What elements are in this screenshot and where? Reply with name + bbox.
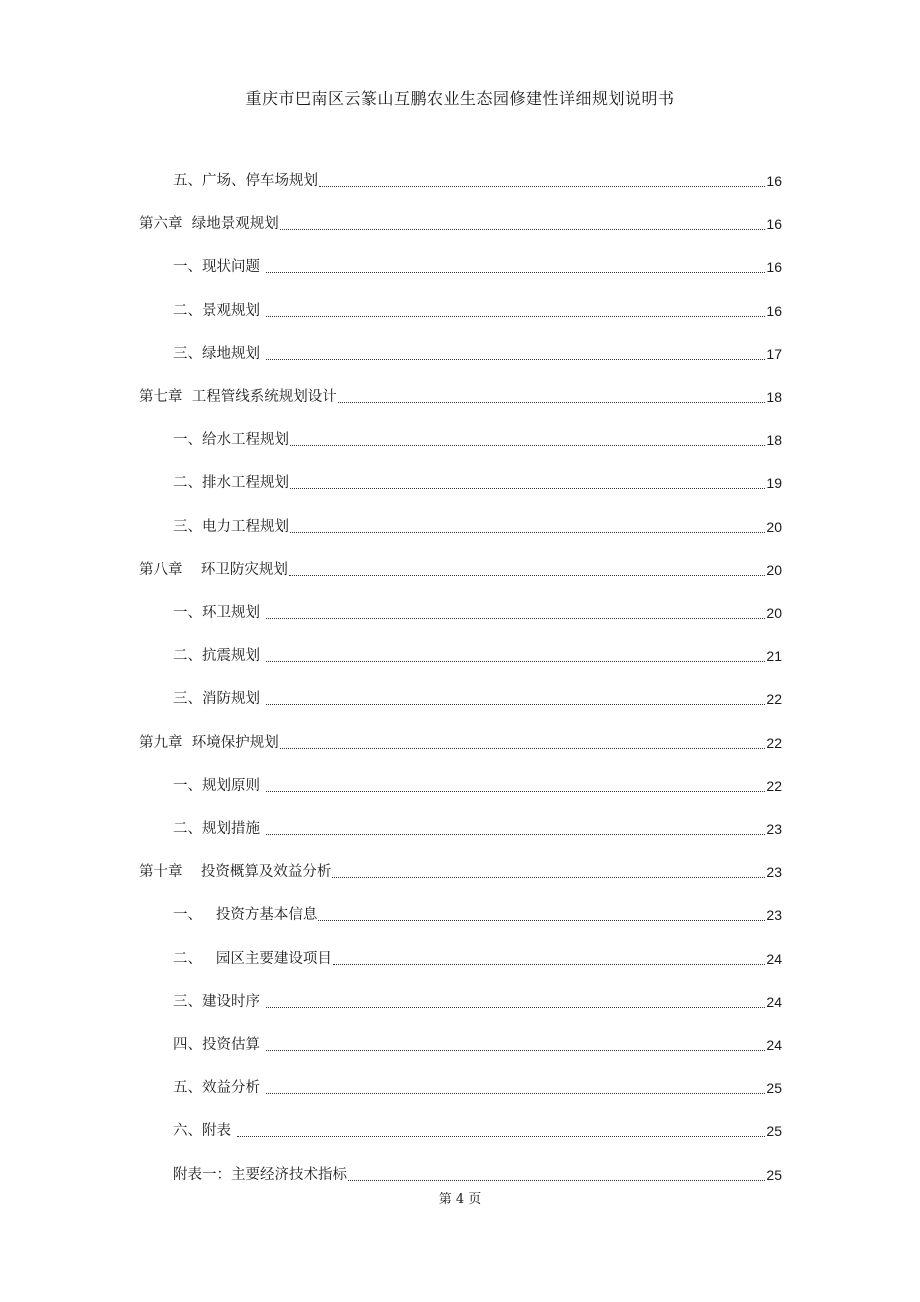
toc-entry-label: 二、排水工程规划 (173, 475, 289, 492)
toc-entry-label: 六、附表 (173, 1123, 236, 1140)
toc-section-entry[interactable] (173, 1032, 782, 1058)
toc-entry-label: 五、广场、停车场规划 (173, 173, 318, 189)
document-header-title: 重庆市巴南区云篆山互鹏农业生态园修建性详细规划说明书 (245, 89, 675, 108)
toc-entry-label: 附表一：主要经济技术指标 (173, 1166, 347, 1183)
toc-entry-page-number: 22 (766, 691, 782, 708)
toc-entry-page-number: 16 (766, 216, 782, 233)
toc-section-entry[interactable] (173, 470, 782, 496)
toc-section-entry[interactable] (173, 298, 782, 324)
toc-dot-leader (266, 1006, 766, 1008)
toc-entry-label: 二、 园区主要建设项目 (173, 950, 332, 967)
toc-section-entry[interactable] (173, 686, 782, 712)
toc-dot-leader (266, 315, 766, 317)
toc-dot-leader (332, 876, 765, 878)
toc-dot-leader (290, 444, 765, 446)
toc-entry-page-number: 25 (766, 1123, 782, 1140)
toc-section-entry[interactable] (173, 773, 782, 799)
toc-entry-label: 三、消防规划 (173, 691, 265, 708)
toc-entry-label: 一、环卫规划 (173, 605, 265, 621)
toc-entry-label: 二、抗震规划 (173, 648, 265, 665)
toc-dot-leader (280, 228, 766, 230)
toc-entry-label: 一、 投资方基本信息 (173, 907, 318, 924)
toc-entry-label: 一、规划原则 (173, 777, 265, 794)
toc-entry-page-number: 19 (766, 475, 782, 492)
toc-entry-page-number: 25 (766, 1080, 782, 1097)
toc-entry-page-number: 24 (766, 950, 782, 967)
toc-entry-page-number: 16 (766, 302, 782, 319)
toc-chapter-entry[interactable] (139, 730, 782, 756)
toc-chapter-entry[interactable] (139, 211, 782, 237)
toc-dot-leader (348, 1179, 765, 1181)
toc-dot-leader (266, 660, 766, 662)
toc-dot-leader (266, 1092, 766, 1094)
toc-entry-page-number: 23 (766, 907, 782, 924)
toc-dot-leader (266, 617, 766, 619)
toc-entry-label: 第七章 工程管线系统规划设计 (139, 389, 337, 405)
toc-entry-page-number: 17 (766, 345, 782, 362)
toc-section-entry[interactable] (173, 1075, 782, 1101)
toc-chapter-entry[interactable] (139, 859, 782, 885)
toc-dot-leader (333, 963, 766, 965)
toc-entry-page-number: 20 (766, 518, 782, 535)
toc-section-entry[interactable] (173, 600, 782, 626)
toc-entry-page-number: 23 (766, 821, 782, 837)
toc-entry-label: 第九章 环境保护规划 (139, 734, 279, 751)
toc-entry-label: 二、景观规划 (173, 302, 265, 319)
toc-section-entry[interactable] (173, 1118, 782, 1144)
toc-entry-page-number: 25 (766, 1166, 782, 1183)
toc-dot-leader (319, 185, 765, 187)
toc-entry-label: 五、效益分析 (173, 1080, 265, 1097)
toc-section-entry[interactable] (173, 427, 782, 453)
toc-dot-leader (266, 833, 766, 835)
toc-entry-label: 第十章 投资概算及效益分析 (139, 864, 332, 881)
toc-entry-page-number: 23 (766, 864, 782, 881)
toc-dot-leader (290, 487, 765, 489)
toc-entry-label: 第八章 环卫防灾规划 (139, 561, 288, 578)
toc-section-entry[interactable] (173, 341, 782, 367)
toc-entry-page-number: 24 (766, 993, 782, 1010)
toc-entry-label: 一、给水工程规划 (173, 432, 289, 449)
toc-dot-leader (237, 1135, 766, 1137)
toc-dot-leader (266, 703, 766, 705)
toc-dot-leader (266, 358, 766, 360)
toc-entry-label: 二、规划措施 (173, 821, 265, 837)
toc-dot-leader (266, 271, 766, 273)
toc-entry-page-number: 21 (766, 648, 782, 665)
toc-entry-page-number: 20 (766, 561, 782, 578)
toc-section-entry[interactable] (173, 514, 782, 540)
toc-entry-page-number: 18 (766, 389, 782, 405)
toc-entry-page-number: 22 (766, 777, 782, 794)
toc-entry-label: 第六章 绿地景观规划 (139, 216, 279, 233)
toc-section-entry[interactable] (173, 946, 782, 972)
toc-section-entry[interactable] (173, 168, 782, 194)
page-number-footer: 第 4 页 (438, 1192, 482, 1207)
toc-entry-label: 三、建设时序 (173, 993, 265, 1010)
toc-dot-leader (338, 401, 766, 403)
toc-section-entry[interactable] (173, 643, 782, 669)
toc-section-entry[interactable] (173, 254, 782, 280)
toc-section-entry[interactable] (173, 816, 782, 842)
toc-section-entry[interactable] (173, 989, 782, 1015)
toc-entry-label: 三、绿地规划 (173, 345, 265, 362)
toc-section-entry[interactable] (173, 1162, 782, 1188)
toc-entry-label: 三、电力工程规划 (173, 518, 289, 535)
toc-entry-page-number: 24 (766, 1037, 782, 1053)
toc-dot-leader (318, 919, 765, 921)
toc-dot-leader (280, 747, 766, 749)
toc-dot-leader (266, 1049, 766, 1051)
toc-entry-page-number: 20 (766, 605, 782, 621)
toc-entry-page-number: 16 (766, 259, 782, 276)
toc-chapter-entry[interactable] (139, 384, 782, 410)
toc-entry-label: 一、现状问题 (173, 259, 265, 276)
toc-section-entry[interactable] (173, 902, 782, 928)
toc-entry-page-number: 18 (766, 432, 782, 449)
toc-dot-leader (290, 531, 765, 533)
toc-dot-leader (266, 790, 766, 792)
toc-entry-page-number: 16 (766, 173, 782, 189)
toc-chapter-entry[interactable] (139, 557, 782, 583)
toc-dot-leader (289, 574, 765, 576)
toc-entry-label: 四、投资估算 (173, 1037, 265, 1053)
toc-entry-page-number: 22 (766, 734, 782, 751)
